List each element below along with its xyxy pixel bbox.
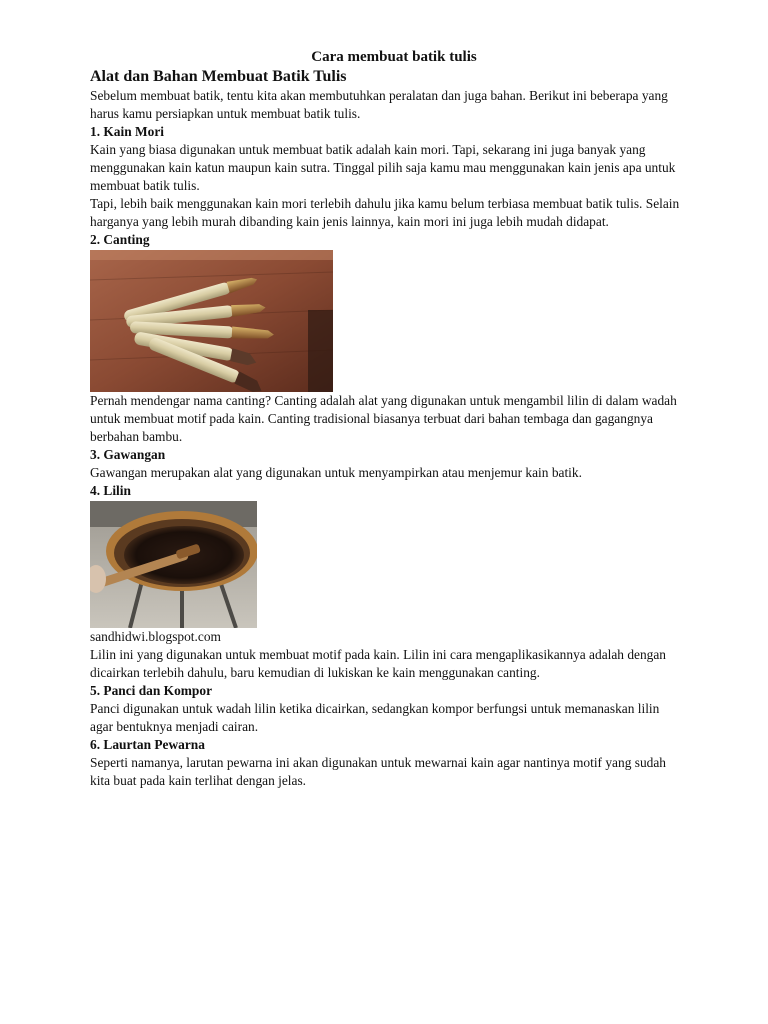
- gawangan-paragraph: Gawangan merupakan alat yang digunakan untuk menyampirkan atau menjemur kain batik.: [90, 465, 582, 480]
- section-heading: Alat dan Bahan Membuat Batik Tulis: [90, 68, 347, 85]
- image-source-caption: sandhidwi.blogspot.com: [90, 629, 221, 644]
- subheading-larutan-pewarna: 6. Laurtan Pewarna: [90, 737, 205, 752]
- larutan-pewarna-paragraph: Seperti namanya, larutan pewarna ini akan digunakan untuk mewarnai kain agar nantinya motif yang sudah kita buat pada kain terlihat dengan jelas.: [90, 755, 666, 788]
- canting-paragraph: Pernah mendengar nama canting? Canting adalah alat yang digunakan untuk mengambil lilin di dalam wadah untuk membuat motif pada kain. Canting tradisional biasanya terbuat dari bahan tembaga dan gagangnya berbahan bambu.: [90, 393, 677, 444]
- intro-paragraph: Sebelum membuat batik, tentu kita akan membutuhkan peralatan dan juga bahan. Berikut ini beberapa yang harus kamu persiapkan untuk membuat batik tulis.: [90, 88, 668, 121]
- lilin-paragraph: Lilin ini yang digunakan untuk membuat motif pada kain. Lilin ini cara mengaplikasikannya adalah dengan dicairkan terlebih dahulu, baru kemudian di lukiskan ke kain menggunakan canting.: [90, 647, 667, 680]
- document-body: [90, 47, 680, 790]
- lilin-photo: [90, 501, 680, 628]
- subheading-gawangan: 3. Gawangan: [90, 447, 166, 462]
- subheading-panci-kompor: 5. Panci dan Kompor: [90, 683, 213, 698]
- panci-kompor-paragraph: Panci digunakan untuk wadah lilin ketika dicairkan, sedangkan kompor berfungsi untuk memanaskan lilin agar bentuknya menjadi cairan.: [90, 701, 660, 734]
- kain-mori-paragraph-2: Tapi, lebih baik menggunakan kain mori terlebih dahulu jika kamu belum terbiasa membuat batik tulis. Selain harganya yang lebih murah dibanding kain jenis lainnya, kain mori ini juga lebih mudah didapat.: [90, 196, 680, 229]
- subheading-lilin: 4. Lilin: [90, 483, 131, 498]
- canting-photo: [90, 250, 680, 392]
- kain-mori-paragraph-1: Kain yang biasa digunakan untuk membuat batik adalah kain mori. Tapi, sekarang ini juga banyak yang menggunakan kain katun maupun kain sutra. Tinggal pilih saja kamu mau menggunakan kain jenis apa untuk membuat batik tulis.: [90, 142, 676, 193]
- document-title: Cara membuat batik tulis: [311, 49, 477, 65]
- subheading-canting: 2. Canting: [90, 232, 150, 247]
- subheading-kain-mori: 1. Kain Mori: [90, 124, 165, 139]
